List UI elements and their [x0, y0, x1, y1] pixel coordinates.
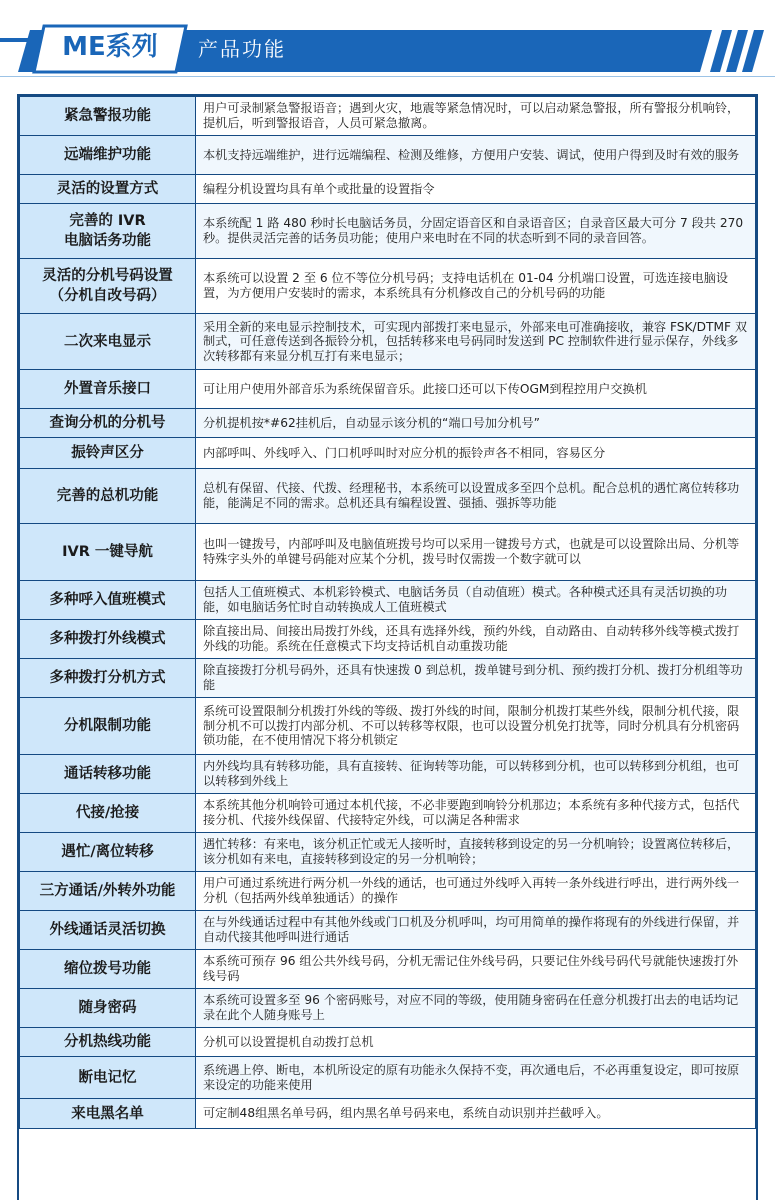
feature-row — [20, 469, 756, 524]
page-header — [0, 0, 775, 80]
feature-row — [20, 833, 756, 872]
feature-name: 来电黑名单 — [20, 1099, 196, 1129]
feature-name: 完善的 IVR 电脑话务功能 — [20, 204, 196, 259]
feature-name: 断电记忆 — [20, 1057, 196, 1099]
feature-name: 分机热线功能 — [20, 1028, 196, 1057]
feature-name: 多种拨打分机方式 — [20, 659, 196, 698]
feature-row — [20, 409, 756, 438]
feature-row — [20, 581, 756, 620]
feature-description: 内部呼叫、外线呼入、门口机呼叫时对应分机的振铃声各不相同，容易区分 — [196, 438, 756, 469]
feature-row — [20, 175, 756, 204]
feature-name: 随身密码 — [20, 989, 196, 1028]
feature-name: IVR 一键导航 — [20, 524, 196, 581]
feature-row — [20, 524, 756, 581]
feature-row — [20, 620, 756, 659]
feature-name: 紧急警报功能 — [20, 97, 196, 136]
feature-description: 本系统可以设置 2 至 6 位不等位分机号码；支持电话机在 01-04 分机端口设置，可选连接电脑设置，为方便用户安装时的需求，本系统具有分机修改自己的分机号码的功能 — [196, 259, 756, 314]
feature-description: 本机支持远端维护，进行远端编程、检测及维修，方便用户安装、调试，使用户得到及时有效的服务 — [196, 136, 756, 175]
features-table-body — [20, 97, 756, 1129]
feature-row — [20, 989, 756, 1028]
feature-description: 系统遇上停、断电，本机所设定的原有功能永久保持不变，再次通电后，不必再重复设定，即可按原来设定的功能来使用 — [196, 1057, 756, 1099]
feature-row — [20, 1028, 756, 1057]
feature-row — [20, 950, 756, 989]
feature-row — [20, 698, 756, 755]
features-table — [17, 94, 758, 1200]
feature-row — [20, 438, 756, 469]
feature-description: 除直接出局、间接出局拨打外线，还具有选择外线，预约外线，自动路由、自动转移外线等模式拨打外线的功能。系统在任意模式下均支持话机自动重拨功能 — [196, 620, 756, 659]
feature-row — [20, 1057, 756, 1099]
feature-row — [20, 97, 756, 136]
section-title: 产品功能 — [198, 37, 286, 61]
feature-name: 灵活的设置方式 — [20, 175, 196, 204]
feature-description: 用户可录制紧急警报语音；遇到火灾，地震等紧急情况时，可以启动紧急警报，所有警报分机响铃，提机后，听到警报语音，人员可紧急撤离。 — [196, 97, 756, 136]
feature-row — [20, 659, 756, 698]
feature-name: 二次来电显示 — [20, 314, 196, 370]
feature-description: 编程分机设置均具有单个或批量的设置指令 — [196, 175, 756, 204]
feature-description: 除直接拨打分机号码外，还具有快速拨 0 到总机，拨单键号到分机、预约拨打分机、拨打分机组等功能 — [196, 659, 756, 698]
feature-name: 外线通话灵活切换 — [20, 911, 196, 950]
feature-name: 多种呼入值班模式 — [20, 581, 196, 620]
feature-row — [20, 314, 756, 370]
feature-row — [20, 872, 756, 911]
feature-name: 外置音乐接口 — [20, 370, 196, 409]
feature-name: 多种拨打外线模式 — [20, 620, 196, 659]
feature-description: 用户可通过系统进行两分机一外线的通话，也可通过外线呼入再转一条外线进行呼出，进行两外线一分机（包括两外线单独通话）的操作 — [196, 872, 756, 911]
feature-row — [20, 794, 756, 833]
feature-description: 遇忙转移：有来电，该分机正忙或无人接听时，直接转移到设定的另一分机响铃；设置离位转移后，该分机如有来电，直接转移到设定的另一分机响铃； — [196, 833, 756, 872]
feature-name: 缩位拨号功能 — [20, 950, 196, 989]
feature-description: 也叫一键拨号，内部呼叫及电脑值班拨号均可以采用一键拨号方式，也就是可以设置除出局、分机等特殊字头外的单键号码能对应某个分机，拨号时仅需拨一个数字就可以 — [196, 524, 756, 581]
feature-description: 包括人工值班模式、本机彩铃模式、电脑话务员（自动值班）模式。各种模式还具有灵活切换的功能，如电脑话务忙时自动转换成人工值班模式 — [196, 581, 756, 620]
series-title: ME系列 — [62, 32, 158, 62]
feature-description: 可定制48组黑名单号码，组内黑名单号码来电，系统自动识别并拦截呼入。 — [196, 1099, 756, 1129]
feature-description: 系统可设置限制分机拨打外线的等级、拨打外线的时间，限制分机拨打某些外线，限制分机代接，限制分机不可以拨打内部分机、不可以转移等权限，也可以设置分机免打扰等，同时分机具有分机密码锁功能，在不使用情况下将分机锁定 — [196, 698, 756, 755]
feature-row — [20, 136, 756, 175]
feature-description: 总机有保留、代接、代拨、经理秘书，本系统可以设置成多至四个总机。配合总机的遇忙离位转移功能，能满足不同的需求。总机还具有编程设置、强插、强拆等功能 — [196, 469, 756, 524]
feature-name: 通话转移功能 — [20, 755, 196, 794]
feature-name: 振铃声区分 — [20, 438, 196, 469]
feature-description: 分机可以设置提机自动拨打总机 — [196, 1028, 756, 1057]
feature-description: 本系统配 1 路 480 秒时长电脑话务员，分固定语音区和自录语音区；自录音区最大可分 7 段共 270 秒。提供灵活完善的话务员功能；使用户来电时在不同的状态听到不同的录音回答。 — [196, 204, 756, 259]
feature-description: 内外线均具有转移功能，具有直接转、征询转等功能，可以转移到分机，也可以转移到分机组，也可以转移到外线上 — [196, 755, 756, 794]
feature-description: 本系统可设置多至 96 个密码账号，对应不同的等级，使用随身密码在任意分机拨打出去的电话均记录在此个人随身账号上 — [196, 989, 756, 1028]
feature-name: 分机限制功能 — [20, 698, 196, 755]
feature-name: 代接/抢接 — [20, 794, 196, 833]
feature-name: 查询分机的分机号 — [20, 409, 196, 438]
feature-name: 灵活的分机号码设置 （分机自改号码） — [20, 259, 196, 314]
feature-description: 在与外线通话过程中有其他外线或门口机及分机呼叫，均可用简单的操作将现有的外线进行保留，并自动代接其他呼叫进行通话 — [196, 911, 756, 950]
feature-name: 完善的总机功能 — [20, 469, 196, 524]
feature-row — [20, 259, 756, 314]
feature-name: 遇忙/离位转移 — [20, 833, 196, 872]
feature-description: 采用全新的来电显示控制技术，可实现内部拨打来电显示，外部来电可准确接收，兼容 FSK/DTMF 双制式，可任意传送到各振铃分机，包括转移来电号码同时发送到 PC 控制软件进行显示保存，外线多次转移都有来显分机互打有来电显示； — [196, 314, 756, 370]
feature-row — [20, 755, 756, 794]
feature-row — [20, 370, 756, 409]
feature-description: 可让用户使用外部音乐为系统保留音乐。此接口还可以下传OGM到程控用户交换机 — [196, 370, 756, 409]
feature-description: 本系统其他分机响铃可通过本机代接，不必非要跑到响铃分机那边；本系统有多种代接方式，包括代接分机、代接外线保留、代接特定外线，可以满足各种需求 — [196, 794, 756, 833]
feature-name: 三方通话/外转外功能 — [20, 872, 196, 911]
feature-name: 远端维护功能 — [20, 136, 196, 175]
feature-description: 分机提机按*#62挂机后，自动显示该分机的“端口号加分机号” — [196, 409, 756, 438]
feature-row — [20, 204, 756, 259]
feature-description: 本系统可预存 96 组公共外线号码，分机无需记住外线号码，只要记住外线号码代号就能快速拨打外线号码 — [196, 950, 756, 989]
feature-row — [20, 911, 756, 950]
feature-row — [20, 1099, 756, 1129]
